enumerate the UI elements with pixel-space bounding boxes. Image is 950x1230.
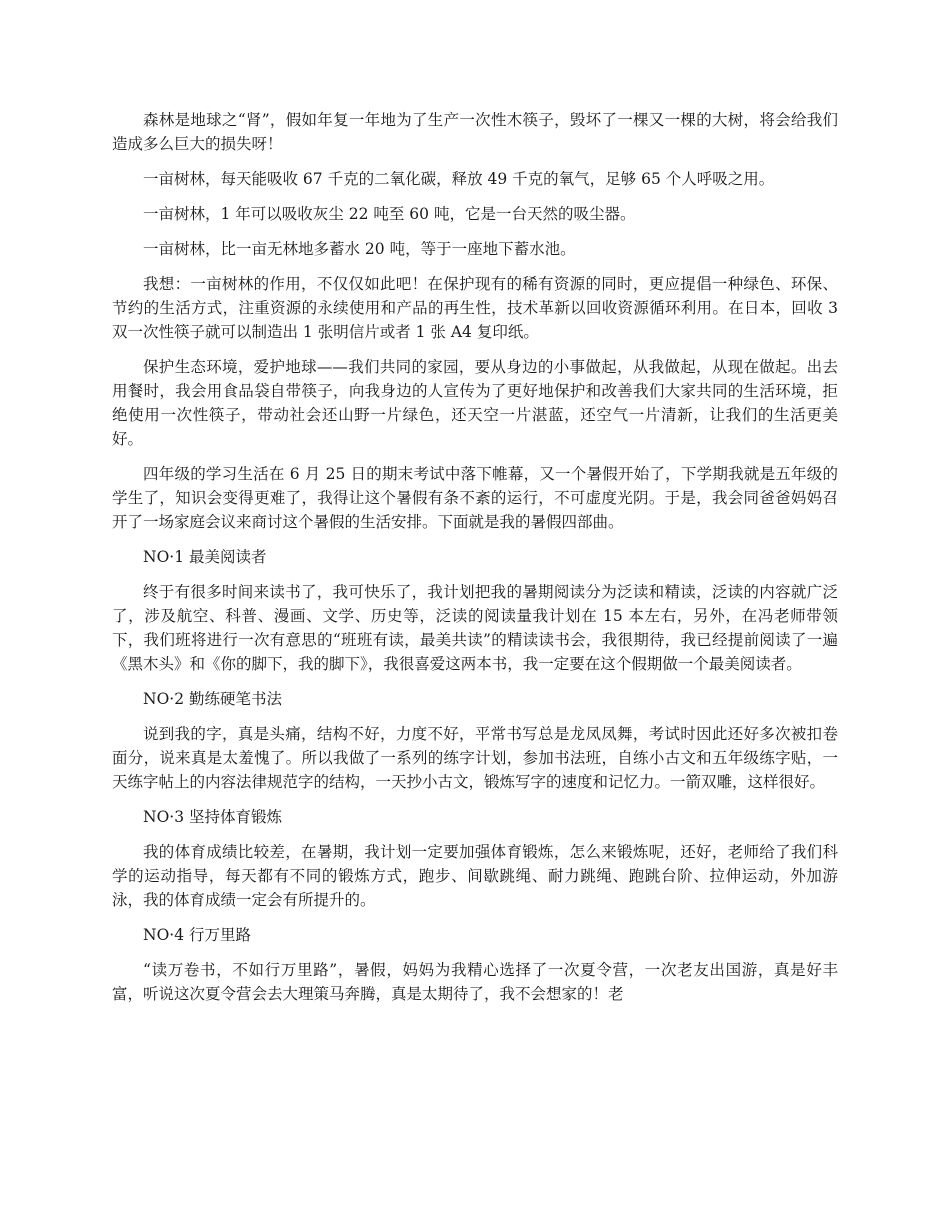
paragraph-travel-plan: “读万卷书，不如行万里路”，暑假，妈妈为我精心选择了一次夏令营，一次老友出国游，真是好丰富，听说这次夏令营会去大理策马奔腾，真是太期待了，我不会想家的！老 xyxy=(112,961,838,1003)
paragraph-reading-plan: 终于有很多时间来读书了，我可快乐了，我计划把我的暑期阅读分为泛读和精读，泛读的内容就广泛了，涉及航空、科普、漫画、文学、历史等，泛读的阅读量我计划在 15 本左右，另外，在冯老师带领下，我们班将进行一次有意思的“班班有读，最美共读”的精读读书会，我很期待，我已经提前阅读了一遍《黑木头》和《你的脚下，我的脚下》，我很喜爱这两本书，我一定要在这个假期做一个最美阅读者。 xyxy=(112,583,838,673)
paragraph-exercise-plan: 我的体育成绩比较差，在暑期，我计划一定要加强体育锻炼，怎么来锻炼呢，还好，老师给了我们科学的运动指导，每天都有不同的锻炼方式，跑步、间歇跳绳、耐力跳绳、跑跳台阶、拉伸运动，外加游泳，我的体育成绩一定会有所提升的。 xyxy=(112,843,838,909)
paragraph-calligraphy-plan: 说到我的字，真是头痛，结构不好，力度不好，平常书写总是龙凤凤舞，考试时因此还好多次被扣卷面分，说来真是太羞愧了。所以我做了一系列的练字计划，参加书法班，自练小古文和五年级练字贴，一天练字帖上的内容法律规范字的结构，一天抄小古文，锻炼写字的速度和记忆力。一箭双雕，这样很好。 xyxy=(112,725,838,791)
paragraph-dust-absorption: 一亩树林，1 年可以吸收灰尘 22 吨至 60 吨，它是一台天然的吸尘器。 xyxy=(143,205,636,223)
section-heading-exercise: NO·3 坚持体育锻炼 xyxy=(143,808,282,826)
paragraph-my-thoughts: 我想：一亩树林的作用，不仅仅如此吧！在保护现有的稀有资源的同时，更应提倡一种绿色、环保、节约的生活方式，注重资源的永续使用和产品的再生性，技术革新以回收资源循环利用。在日本，回收 3 双一次性筷子就可以制造出 1 张明信片或者 1 张 A4 复印纸。 xyxy=(112,275,843,341)
paragraph-protect-environment: 保护生态环境，爱护地球——我们共同的家园，要从身边的小事做起，从我做起，从现在做起。出去用餐时，我会用食品袋自带筷子，向我身边的人宣传为了更好地保护和改善我们大家共同的生活环境，拒绝使用一次性筷子，带动社会还山野一片绿色，还天空一片湛蓝，还空气一片清新，让我们的生活更美好。 xyxy=(112,358,838,448)
paragraph-forest-kidney: 森林是地球之“肾”，假如年复一年地为了生产一次性木筷子，毁坏了一棵又一棵的大树，将会给我们造成多么巨大的损失呀！ xyxy=(112,111,838,153)
paragraph-co2-absorption: 一亩树林，每天能吸收 67 千克的二氧化碳，释放 49 千克的氧气，足够 65 个人呼吸之用。 xyxy=(143,170,775,188)
document-page xyxy=(112,108,843,1017)
paragraph-summer-intro: 四年级的学习生活在 6 月 25 日的期末考试中落下帷幕，又一个暑假开始了，下学期我就是五年级的学生了，知识会变得更难了，我得让这个暑假有条不紊的运行，不可虚度光阴。于是，我会同爸爸妈妈召开了一场家庭会议来商讨这个暑假的生活安排。下面就是我的暑假四部曲。 xyxy=(112,465,838,531)
section-heading-calligraphy: NO·2 勤练硬笔书法 xyxy=(143,690,282,708)
section-heading-travel: NO·4 行万里路 xyxy=(143,926,251,944)
paragraph-water-storage: 一亩树林，比一亩无林地多蓄水 20 吨，等于一座地下蓄水池。 xyxy=(143,240,576,258)
section-heading-reading: NO·1 最美阅读者 xyxy=(143,548,267,566)
